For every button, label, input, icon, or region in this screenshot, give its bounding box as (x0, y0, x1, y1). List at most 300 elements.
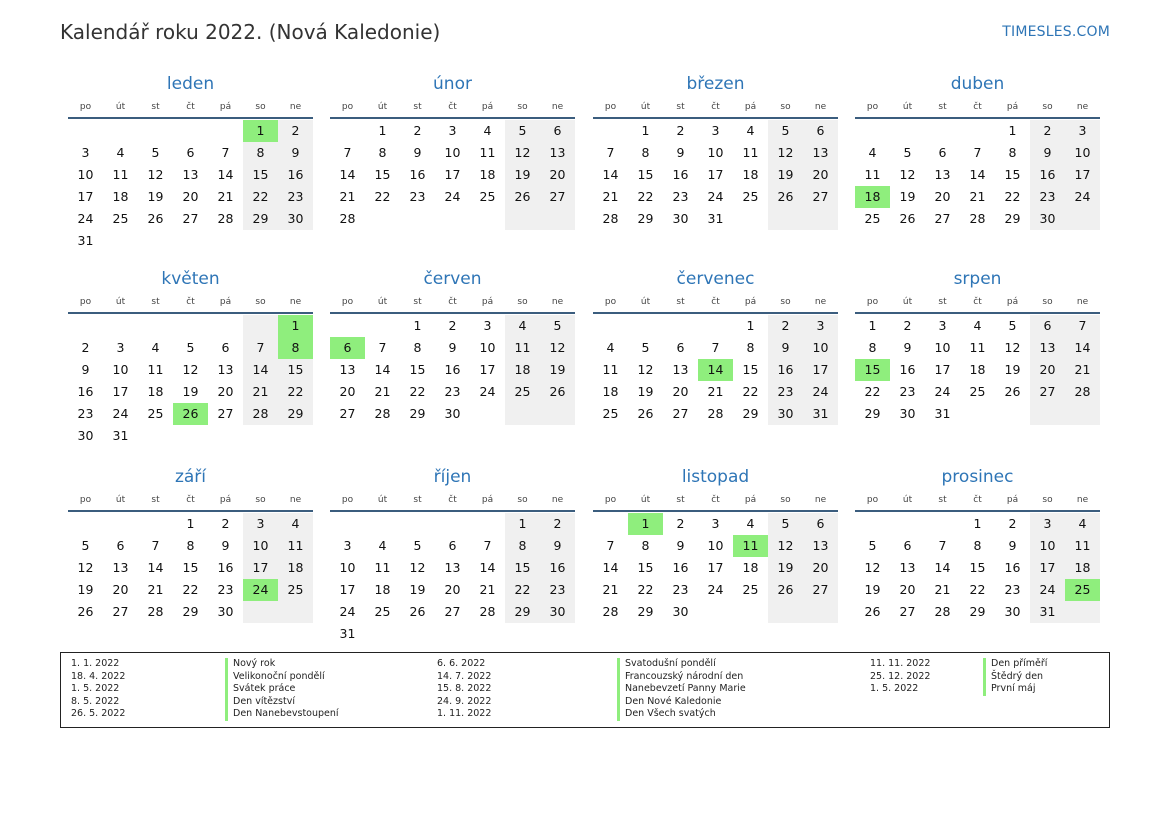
day-cell: 10 (934, 340, 951, 355)
day-cell: 13 (899, 560, 916, 575)
day-cell: 18 (1074, 560, 1091, 575)
day-cell: 8 (256, 145, 265, 160)
day-cell: 28 (147, 604, 164, 619)
day-cell: 19 (777, 167, 794, 182)
day-cell: 5 (186, 340, 195, 355)
day-cell: 4 (291, 516, 300, 531)
weekday-label: st (938, 495, 947, 505)
weekday-label: st (413, 495, 422, 505)
holiday-name: Velikonoční pondělí (225, 671, 339, 684)
day-cell: 24 (1074, 189, 1091, 204)
day-cell: 20 (339, 384, 356, 399)
day-cell: 10 (1074, 145, 1091, 160)
day-cell: 29 (409, 406, 426, 421)
weekday-label: pá (1006, 102, 1019, 112)
day-cell: 16 (672, 560, 689, 575)
weekday-label: út (902, 495, 913, 505)
holiday-day-cell: 8 (278, 337, 313, 359)
weekday-label: ne (551, 102, 564, 112)
holiday-name: Den Všech svatých (617, 708, 746, 721)
day-cell: 12 (777, 538, 794, 553)
day-cell: 6 (816, 516, 825, 531)
day-cell: 8 (413, 340, 422, 355)
day-cell: 10 (444, 145, 461, 160)
day-cell: 19 (637, 384, 654, 399)
day-cell: 17 (252, 560, 269, 575)
weekday-label: ne (1076, 495, 1089, 505)
day-cell: 23 (77, 406, 94, 421)
day-cell: 7 (938, 538, 947, 553)
day-cell: 23 (899, 384, 916, 399)
day-cell: 2 (676, 516, 685, 531)
day-cell: 11 (374, 560, 391, 575)
day-cell: 23 (672, 189, 689, 204)
holiday-date: 14. 7. 2022 (437, 670, 492, 682)
day-cell: 18 (514, 362, 531, 377)
day-cell: 26 (514, 189, 531, 204)
holiday-date: 24. 9. 2022 (437, 695, 492, 707)
day-cell: 18 (147, 384, 164, 399)
day-cell: 16 (777, 362, 794, 377)
header-rule (855, 312, 1100, 314)
weekday-label: út (115, 297, 126, 307)
day-cell: 20 (444, 582, 461, 597)
day-cell: 29 (514, 604, 531, 619)
day-cell: 9 (291, 145, 300, 160)
day-cell: 2 (1043, 123, 1052, 138)
day-cell: 25 (287, 582, 304, 597)
day-cell: 22 (374, 189, 391, 204)
weekday-label: pá (219, 495, 232, 505)
day-cell: 4 (606, 340, 615, 355)
day-cell: 7 (606, 538, 615, 553)
weekday-label: čt (186, 297, 195, 307)
day-cell: 30 (1004, 604, 1021, 619)
month-name: listopad (681, 467, 750, 487)
day-cell: 3 (1043, 516, 1052, 531)
day-cell: 12 (777, 145, 794, 160)
day-cell: 15 (1004, 167, 1021, 182)
day-cell: 2 (1008, 516, 1017, 531)
holiday-name: Nanebevzetí Panny Marie (617, 683, 746, 696)
day-cell: 22 (287, 384, 304, 399)
day-cell: 17 (444, 167, 461, 182)
month-name: duben (950, 74, 1005, 94)
day-cell: 14 (252, 362, 269, 377)
day-cell: 30 (1039, 211, 1056, 226)
day-cell: 21 (934, 582, 951, 597)
day-cell: 11 (969, 340, 986, 355)
holiday-date: 15. 8. 2022 (437, 683, 492, 695)
day-cell: 21 (602, 582, 619, 597)
day-cell: 5 (413, 538, 422, 553)
weekday-label: pá (219, 102, 232, 112)
weekday-label: čt (448, 102, 457, 112)
day-cell: 4 (746, 516, 755, 531)
day-cell: 12 (182, 362, 199, 377)
day-cell: 12 (899, 167, 916, 182)
day-cell: 12 (147, 167, 164, 182)
weekday-label: so (255, 495, 266, 505)
day-cell: 23 (549, 582, 566, 597)
weekday-label: ne (551, 495, 564, 505)
day-cell: 21 (707, 384, 724, 399)
day-cell: 23 (287, 189, 304, 204)
day-cell: 25 (864, 211, 881, 226)
day-cell: 28 (217, 211, 234, 226)
day-cell: 18 (112, 189, 129, 204)
day-cell: 27 (812, 582, 829, 597)
day-cell: 13 (112, 560, 129, 575)
day-cell: 3 (343, 538, 352, 553)
holiday-date: 26. 5. 2022 (71, 708, 126, 720)
month-name: březen (686, 74, 745, 94)
day-cell: 13 (444, 560, 461, 575)
day-cell: 21 (969, 189, 986, 204)
day-cell: 11 (1074, 538, 1091, 553)
day-cell: 8 (641, 538, 650, 553)
day-cell: 7 (221, 145, 230, 160)
day-cell: 26 (147, 211, 164, 226)
day-cell: 16 (899, 362, 916, 377)
weekday-label: st (676, 495, 685, 505)
day-cell: 27 (549, 189, 566, 204)
weekday-label: ne (289, 297, 302, 307)
day-cell: 5 (1008, 318, 1017, 333)
weekday-label: so (517, 102, 528, 112)
day-cell: 28 (479, 604, 496, 619)
weekday-label: čt (448, 297, 457, 307)
day-cell: 3 (816, 318, 825, 333)
day-cell: 9 (448, 340, 457, 355)
day-cell: 13 (672, 362, 689, 377)
day-cell: 23 (1004, 582, 1021, 597)
day-cell: 3 (448, 123, 457, 138)
day-cell: 10 (112, 362, 129, 377)
day-cell: 21 (339, 189, 356, 204)
weekday-label: pá (219, 297, 232, 307)
day-cell: 30 (672, 211, 689, 226)
month-name: srpen (953, 269, 1002, 289)
weekday-label: pá (481, 102, 494, 112)
day-cell: 25 (969, 384, 986, 399)
holiday-date: 1. 11. 2022 (437, 708, 492, 720)
day-cell: 11 (112, 167, 129, 182)
day-cell: 2 (448, 318, 457, 333)
day-cell: 20 (1039, 362, 1056, 377)
day-cell: 13 (182, 167, 199, 182)
day-cell: 19 (1004, 362, 1021, 377)
day-cell: 20 (112, 582, 129, 597)
day-cell: 31 (1039, 604, 1056, 619)
day-cell: 3 (116, 340, 125, 355)
holiday-name: Nový rok (225, 658, 339, 671)
day-cell: 8 (518, 538, 527, 553)
holiday-date: 1. 5. 2022 (870, 683, 919, 695)
day-cell: 6 (221, 340, 230, 355)
day-cell: 7 (378, 340, 387, 355)
day-cell: 25 (374, 604, 391, 619)
holiday-day-cell: 1 (243, 120, 278, 142)
day-cell: 23 (444, 384, 461, 399)
day-cell: 12 (864, 560, 881, 575)
weekday-label: pá (1006, 297, 1019, 307)
day-cell: 14 (934, 560, 951, 575)
weekday-label: pá (744, 102, 757, 112)
weekday-label: so (780, 102, 791, 112)
day-cell: 22 (252, 189, 269, 204)
day-cell: 6 (816, 123, 825, 138)
day-cell: 2 (413, 123, 422, 138)
day-cell: 9 (413, 145, 422, 160)
day-cell: 1 (378, 123, 387, 138)
day-cell: 15 (374, 167, 391, 182)
weekday-label: so (780, 495, 791, 505)
holiday-day-cell: 25 (1065, 579, 1100, 601)
day-cell: 16 (409, 167, 426, 182)
weekday-label: po (866, 495, 879, 505)
day-cell: 24 (707, 582, 724, 597)
holiday-day-cell: 1 (628, 513, 663, 535)
day-cell: 3 (81, 145, 90, 160)
day-cell: 4 (483, 123, 492, 138)
day-cell: 19 (549, 362, 566, 377)
holiday-name: Den vítězství (225, 696, 339, 709)
day-cell: 17 (707, 560, 724, 575)
holiday-date: 11. 11. 2022 (870, 658, 931, 669)
day-cell: 23 (1039, 189, 1056, 204)
day-cell: 19 (147, 189, 164, 204)
day-cell: 3 (711, 516, 720, 531)
day-cell: 24 (812, 384, 829, 399)
day-cell: 12 (637, 362, 654, 377)
weekday-label: út (115, 495, 126, 505)
day-cell: 5 (781, 516, 790, 531)
day-cell: 3 (256, 516, 265, 531)
weekday-label: čt (186, 102, 195, 112)
day-cell: 1 (746, 318, 755, 333)
day-cell: 15 (182, 560, 199, 575)
holiday-name: Den příměří (983, 658, 1047, 671)
day-cell: 14 (374, 362, 391, 377)
weekday-label: st (151, 297, 160, 307)
weekday-label: po (341, 297, 354, 307)
day-cell: 17 (112, 384, 129, 399)
day-cell: 22 (864, 384, 881, 399)
day-cell: 12 (514, 145, 531, 160)
day-cell: 10 (77, 167, 94, 182)
day-cell: 24 (1039, 582, 1056, 597)
weekday-label: po (79, 102, 92, 112)
day-cell: 20 (934, 189, 951, 204)
weekday-label: st (938, 297, 947, 307)
day-cell: 16 (1004, 560, 1021, 575)
day-cell: 2 (553, 516, 562, 531)
weekday-label: so (255, 297, 266, 307)
weekday-label: út (640, 102, 651, 112)
day-cell: 18 (742, 560, 759, 575)
day-cell: 30 (444, 406, 461, 421)
day-cell: 15 (409, 362, 426, 377)
holiday-day-cell: 18 (855, 186, 890, 208)
day-cell: 12 (549, 340, 566, 355)
holiday-date: 25. 12. 2022 (870, 670, 931, 682)
day-cell: 16 (217, 560, 234, 575)
holiday-day-cell: 15 (855, 359, 890, 381)
day-cell: 9 (553, 538, 562, 553)
day-cell: 4 (973, 318, 982, 333)
holiday-date: 18. 4. 2022 (71, 670, 126, 682)
day-cell: 16 (672, 167, 689, 182)
day-cell: 14 (969, 167, 986, 182)
weekday-label: st (413, 102, 422, 112)
month-name: říjen (433, 467, 472, 487)
weekday-label: so (1042, 102, 1053, 112)
day-cell: 7 (343, 145, 352, 160)
day-cell: 28 (1074, 384, 1091, 399)
day-cell: 18 (479, 167, 496, 182)
weekday-label: so (780, 297, 791, 307)
day-cell: 15 (637, 167, 654, 182)
day-cell: 19 (514, 167, 531, 182)
day-cell: 9 (1043, 145, 1052, 160)
day-cell: 30 (777, 406, 794, 421)
weekday-label: út (115, 102, 126, 112)
day-cell: 27 (217, 406, 234, 421)
day-cell: 1 (1008, 123, 1017, 138)
weekday-label: po (604, 495, 617, 505)
day-cell: 8 (378, 145, 387, 160)
holiday-date: 1. 1. 2022 (71, 658, 120, 669)
day-cell: 23 (672, 582, 689, 597)
day-cell: 6 (553, 123, 562, 138)
day-cell: 9 (1008, 538, 1017, 553)
day-cell: 29 (637, 604, 654, 619)
weekday-label: pá (744, 297, 757, 307)
day-cell: 1 (186, 516, 195, 531)
day-cell: 13 (1039, 340, 1056, 355)
day-cell: 16 (1039, 167, 1056, 182)
holiday-name: Den Nanebevstoupení (225, 708, 339, 721)
day-cell: 28 (252, 406, 269, 421)
weekday-label: pá (744, 495, 757, 505)
day-cell: 7 (711, 340, 720, 355)
day-cell: 5 (903, 145, 912, 160)
day-cell: 26 (549, 384, 566, 399)
day-cell: 11 (602, 362, 619, 377)
day-cell: 5 (553, 318, 562, 333)
holiday-day-cell: 6 (330, 337, 365, 359)
day-cell: 25 (147, 406, 164, 421)
day-cell: 27 (182, 211, 199, 226)
day-cell: 20 (549, 167, 566, 182)
day-cell: 25 (602, 406, 619, 421)
month-name: prosinec (941, 467, 1014, 487)
day-cell: 22 (514, 582, 531, 597)
day-cell: 6 (448, 538, 457, 553)
header-rule (68, 510, 313, 512)
weekday-label: ne (289, 495, 302, 505)
header-rule (330, 312, 575, 314)
day-cell: 20 (812, 560, 829, 575)
day-cell: 2 (676, 123, 685, 138)
day-cell: 26 (777, 582, 794, 597)
weekday-label: pá (1006, 495, 1019, 505)
day-cell: 21 (602, 189, 619, 204)
day-cell: 17 (812, 362, 829, 377)
weekday-label: út (640, 297, 651, 307)
weekday-label: ne (814, 495, 827, 505)
day-cell: 14 (602, 560, 619, 575)
day-cell: 4 (116, 145, 125, 160)
weekday-label: út (377, 297, 388, 307)
day-cell: 6 (903, 538, 912, 553)
day-cell: 8 (186, 538, 195, 553)
day-cell: 10 (812, 340, 829, 355)
day-cell: 21 (147, 582, 164, 597)
day-cell: 14 (602, 167, 619, 182)
weekday-label: po (604, 102, 617, 112)
day-cell: 31 (339, 626, 356, 641)
brand-link[interactable]: TIMESLES.COM (1002, 24, 1110, 40)
day-cell: 15 (252, 167, 269, 182)
day-cell: 14 (1074, 340, 1091, 355)
day-cell: 13 (217, 362, 234, 377)
page-title: Kalendář roku 2022. (Nová Kaledonie) (60, 20, 441, 44)
holiday-day-cell: 1 (278, 315, 313, 337)
day-cell: 19 (77, 582, 94, 597)
day-cell: 16 (287, 167, 304, 182)
holiday-name: Francouzský národní den (617, 671, 746, 684)
day-cell: 28 (707, 406, 724, 421)
day-cell: 17 (707, 167, 724, 182)
day-cell: 20 (217, 384, 234, 399)
weekday-label: ne (551, 297, 564, 307)
weekday-label: čt (973, 495, 982, 505)
day-cell: 7 (973, 145, 982, 160)
weekday-label: po (341, 102, 354, 112)
month-name: červen (423, 269, 482, 289)
day-cell: 6 (1043, 318, 1052, 333)
day-cell: 26 (899, 211, 916, 226)
day-cell: 18 (374, 582, 391, 597)
day-cell: 9 (676, 538, 685, 553)
day-cell: 7 (1078, 318, 1087, 333)
day-cell: 7 (606, 145, 615, 160)
weekday-label: ne (814, 102, 827, 112)
day-cell: 30 (217, 604, 234, 619)
day-cell: 21 (479, 582, 496, 597)
day-cell: 19 (777, 560, 794, 575)
day-cell: 14 (479, 560, 496, 575)
holiday-name: První máj (983, 683, 1047, 696)
day-cell: 27 (339, 406, 356, 421)
header-rule (855, 117, 1100, 119)
day-cell: 13 (812, 145, 829, 160)
day-cell: 29 (864, 406, 881, 421)
day-cell: 16 (77, 384, 94, 399)
day-cell: 29 (637, 211, 654, 226)
day-cell: 22 (1004, 189, 1021, 204)
holiday-day-cell: 26 (173, 403, 208, 425)
day-cell: 28 (969, 211, 986, 226)
weekday-label: so (1042, 495, 1053, 505)
day-cell: 9 (221, 538, 230, 553)
weekday-label: st (413, 297, 422, 307)
day-cell: 14 (217, 167, 234, 182)
day-cell: 13 (549, 145, 566, 160)
day-cell: 23 (409, 189, 426, 204)
